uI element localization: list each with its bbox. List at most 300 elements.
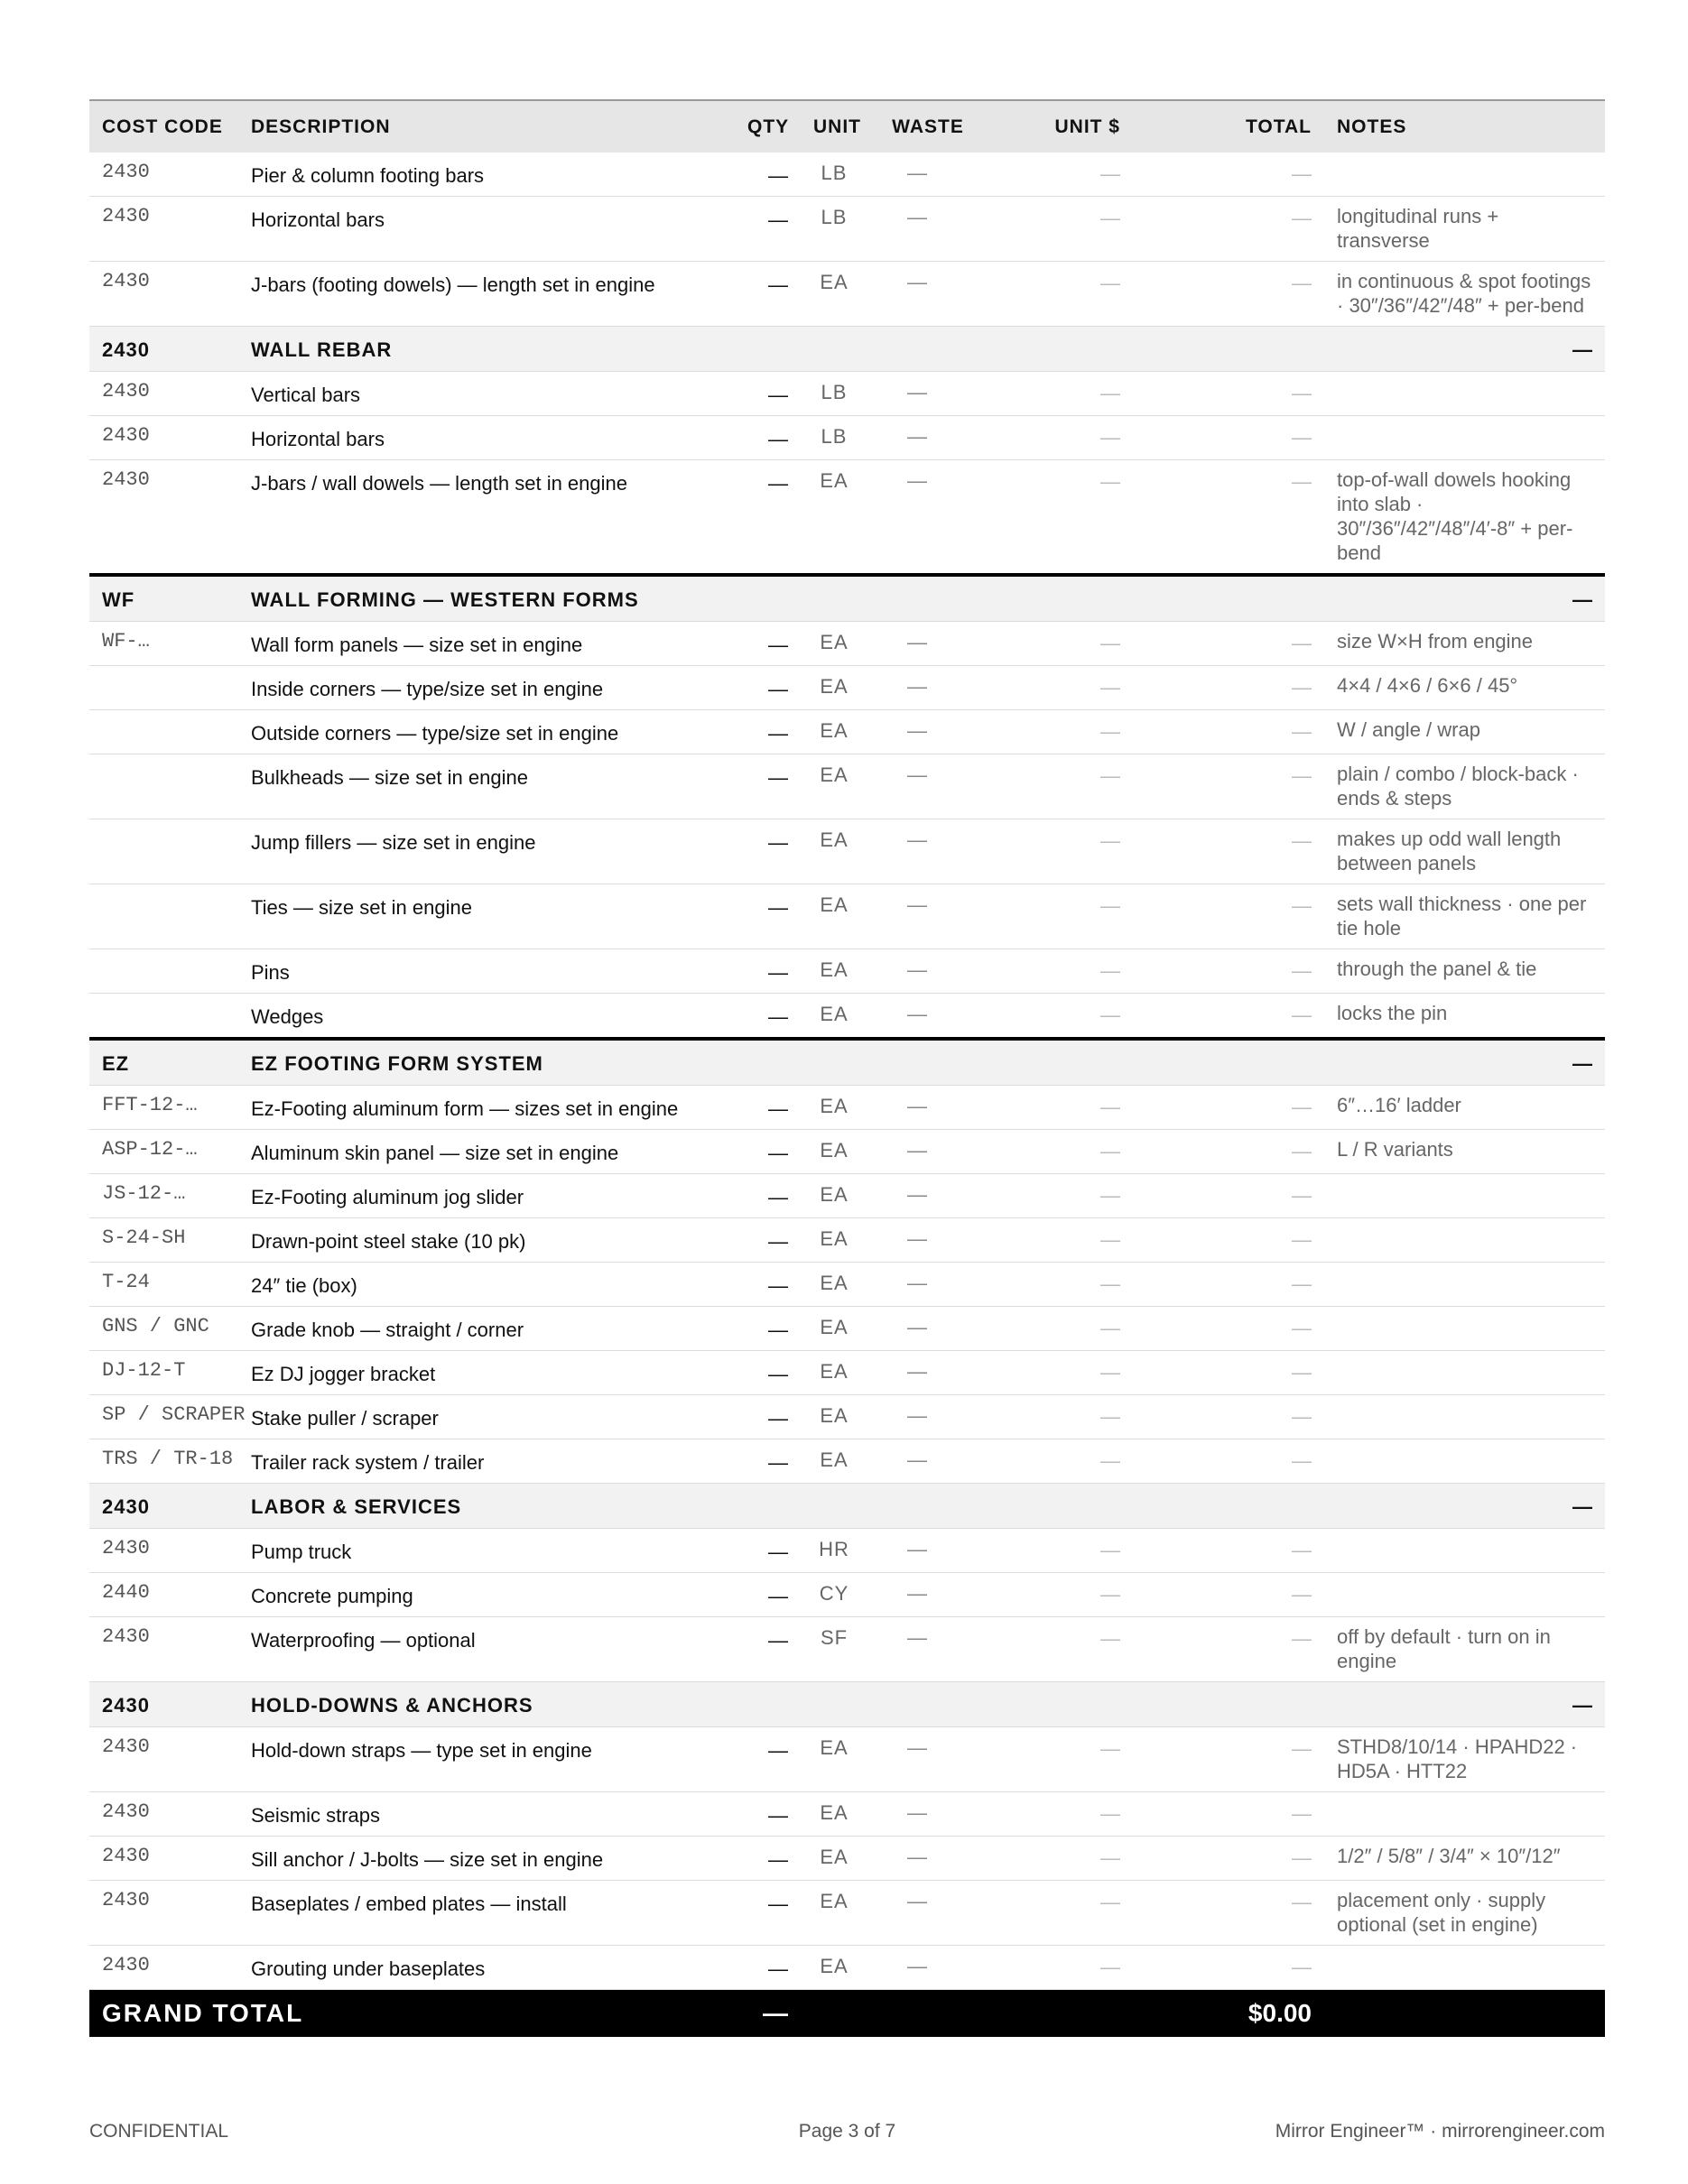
waste-cell: —	[867, 153, 988, 197]
waste-cell: —	[867, 622, 988, 666]
unit-price-cell: —	[988, 1130, 1156, 1174]
notes-cell: placement only · supply optional (set in engine)	[1324, 1881, 1605, 1946]
total-cell: —	[1156, 1263, 1324, 1307]
header-unit-price: UNIT $	[1054, 116, 1120, 137]
unit-cell: LB	[801, 372, 867, 416]
unit-price-cell: —	[988, 884, 1156, 949]
unit-cell: EA	[801, 994, 867, 1040]
qty-cell: —	[735, 666, 801, 710]
table-row	[89, 460, 1605, 576]
cost-code-cell: 2430	[89, 1881, 238, 1946]
table-row	[89, 262, 1605, 327]
unit-price-cell: —	[988, 622, 1156, 666]
table-row	[89, 666, 1605, 710]
waste-cell: —	[867, 1881, 988, 1946]
unit-cell: EA	[801, 949, 867, 994]
waste-cell: —	[867, 1617, 988, 1682]
table-row	[89, 819, 1605, 884]
notes-cell: plain / combo / block-back · ends & steps	[1324, 754, 1605, 819]
cost-code-cell	[89, 949, 238, 994]
description-cell: Ez DJ jogger bracket	[238, 1351, 735, 1395]
total-cell: —	[1156, 1881, 1324, 1946]
total-cell: —	[1156, 819, 1324, 884]
notes-cell	[1324, 1218, 1605, 1263]
table-row	[89, 1439, 1605, 1484]
total-cell: —	[1156, 1130, 1324, 1174]
description-cell: Horizontal bars	[238, 416, 735, 460]
waste-cell: —	[867, 1218, 988, 1263]
qty-cell: —	[735, 1881, 801, 1946]
description-cell: Wedges	[238, 994, 735, 1040]
description-cell: Pier & column footing bars	[238, 153, 735, 197]
total-cell: —	[1156, 666, 1324, 710]
total-cell: —	[1156, 1439, 1324, 1484]
unit-price-cell: —	[988, 666, 1156, 710]
section-total: —	[1324, 1484, 1605, 1529]
unit-cell: EA	[801, 262, 867, 327]
unit-price-cell: —	[988, 1573, 1156, 1617]
grand-total-qty: —	[735, 1990, 801, 2038]
total-cell: —	[1156, 197, 1324, 262]
unit-price-cell: —	[988, 1174, 1156, 1218]
total-cell: —	[1156, 1351, 1324, 1395]
table-row	[89, 1837, 1605, 1881]
cost-code-cell	[89, 754, 238, 819]
cost-code-cell	[89, 710, 238, 754]
notes-cell: 6″…16′ ladder	[1324, 1086, 1605, 1130]
notes-cell: sets wall thickness · one per tie hole	[1324, 884, 1605, 949]
notes-cell: top-of-wall dowels hooking into slab · 30″/36″/42″/48″/4′-8″ + per-bend	[1324, 460, 1605, 576]
description-cell: Horizontal bars	[238, 197, 735, 262]
qty-cell: —	[735, 1727, 801, 1792]
total-cell: —	[1156, 754, 1324, 819]
cost-code-cell: WF-…	[89, 622, 238, 666]
section-header-row	[89, 1484, 1605, 1529]
unit-cell: EA	[801, 710, 867, 754]
table-row	[89, 1529, 1605, 1573]
description-cell: Bulkheads — size set in engine	[238, 754, 735, 819]
unit-cell: EA	[801, 754, 867, 819]
section-title: EZ FOOTING FORM SYSTEM	[238, 1039, 1324, 1086]
description-cell: Waterproofing — optional	[238, 1617, 735, 1682]
table-row	[89, 197, 1605, 262]
cost-code-cell: 2430	[89, 1792, 238, 1837]
unit-price-cell: —	[988, 1946, 1156, 1990]
qty-cell: —	[735, 1573, 801, 1617]
unit-price-cell: —	[988, 1395, 1156, 1439]
section-title: WALL REBAR	[238, 327, 1324, 372]
section-code: 2430	[89, 1682, 238, 1727]
cost-code-cell	[89, 666, 238, 710]
waste-cell: —	[867, 372, 988, 416]
grand-total-label: GRAND TOTAL	[89, 1990, 735, 2038]
section-code: WF	[89, 575, 238, 622]
unit-price-cell: —	[988, 819, 1156, 884]
unit-price-cell: —	[988, 197, 1156, 262]
total-cell: —	[1156, 1573, 1324, 1617]
description-cell: Stake puller / scraper	[238, 1395, 735, 1439]
total-cell: —	[1156, 949, 1324, 994]
notes-cell	[1324, 1529, 1605, 1573]
waste-cell: —	[867, 262, 988, 327]
notes-cell: makes up odd wall length between panels	[1324, 819, 1605, 884]
grand-total-notes-spacer	[1324, 1990, 1605, 2038]
unit-price-cell: —	[988, 153, 1156, 197]
notes-cell: through the panel & tie	[1324, 949, 1605, 994]
unit-price-cell: —	[988, 1529, 1156, 1573]
unit-price-cell: —	[988, 416, 1156, 460]
cost-code-cell: 2430	[89, 153, 238, 197]
waste-cell: —	[867, 994, 988, 1040]
notes-cell: 1/2″ / 5/8″ / 3/4″ × 10″/12″	[1324, 1837, 1605, 1881]
unit-price-cell: —	[988, 949, 1156, 994]
notes-cell: 4×4 / 4×6 / 6×6 / 45°	[1324, 666, 1605, 710]
cost-code-cell: ASP-12-…	[89, 1130, 238, 1174]
total-cell: —	[1156, 1727, 1324, 1792]
qty-cell: —	[735, 1218, 801, 1263]
notes-cell	[1324, 1395, 1605, 1439]
table-row	[89, 1881, 1605, 1946]
notes-cell	[1324, 1351, 1605, 1395]
notes-cell: size W×H from engine	[1324, 622, 1605, 666]
section-title: WALL FORMING — WESTERN FORMS	[238, 575, 1324, 622]
notes-cell	[1324, 1263, 1605, 1307]
cost-code-cell: 2430	[89, 1946, 238, 1990]
description-cell: Drawn-point steel stake (10 pk)	[238, 1218, 735, 1263]
table-row	[89, 1573, 1605, 1617]
notes-cell: in continuous & spot footings · 30″/36″/42″/48″ + per-bend	[1324, 262, 1605, 327]
qty-cell: —	[735, 754, 801, 819]
description-cell: Seismic straps	[238, 1792, 735, 1837]
notes-cell	[1324, 1573, 1605, 1617]
description-cell: 24″ tie (box)	[238, 1263, 735, 1307]
notes-cell	[1324, 1307, 1605, 1351]
description-cell: Pump truck	[238, 1529, 735, 1573]
qty-cell: —	[735, 460, 801, 576]
unit-cell: EA	[801, 1351, 867, 1395]
unit-price-cell: —	[988, 1263, 1156, 1307]
qty-cell: —	[735, 1439, 801, 1484]
waste-cell: —	[867, 1086, 988, 1130]
unit-price-cell: —	[988, 1792, 1156, 1837]
description-cell: Aluminum skin panel — size set in engine	[238, 1130, 735, 1174]
qty-cell: —	[735, 1946, 801, 1990]
qty-cell: —	[735, 1395, 801, 1439]
unit-price-cell: —	[988, 1727, 1156, 1792]
description-cell: Trailer rack system / trailer	[238, 1439, 735, 1484]
unit-cell: LB	[801, 153, 867, 197]
notes-cell	[1324, 416, 1605, 460]
unit-cell: HR	[801, 1529, 867, 1573]
qty-cell: —	[735, 1307, 801, 1351]
qty-cell: —	[735, 1617, 801, 1682]
unit-cell: SF	[801, 1617, 867, 1682]
table-row	[89, 1130, 1605, 1174]
waste-cell: —	[867, 460, 988, 576]
qty-cell: —	[735, 622, 801, 666]
section-code: EZ	[89, 1039, 238, 1086]
cost-code-cell	[89, 884, 238, 949]
cost-code-cell: 2430	[89, 460, 238, 576]
qty-cell: —	[735, 1174, 801, 1218]
waste-cell: —	[867, 197, 988, 262]
total-cell: —	[1156, 460, 1324, 576]
unit-cell: EA	[801, 460, 867, 576]
unit-price-cell: —	[988, 994, 1156, 1040]
total-cell: —	[1156, 372, 1324, 416]
unit-cell: LB	[801, 416, 867, 460]
qty-cell: —	[735, 197, 801, 262]
section-total: —	[1324, 1039, 1605, 1086]
waste-cell: —	[867, 1351, 988, 1395]
unit-price-cell: —	[988, 1351, 1156, 1395]
unit-cell: EA	[801, 1837, 867, 1881]
unit-cell: EA	[801, 1727, 867, 1792]
header-cost-code: COST CODE	[102, 116, 223, 137]
notes-cell	[1324, 1439, 1605, 1484]
waste-cell: —	[867, 416, 988, 460]
cost-code-cell	[89, 819, 238, 884]
cost-code-cell: 2430	[89, 262, 238, 327]
description-cell: Ez-Footing aluminum jog slider	[238, 1174, 735, 1218]
table-row	[89, 1307, 1605, 1351]
notes-cell: STHD8/10/14 · HPAHD22 · HD5A · HTT22	[1324, 1727, 1605, 1792]
total-cell: —	[1156, 710, 1324, 754]
qty-cell: —	[735, 1263, 801, 1307]
total-cell: —	[1156, 1617, 1324, 1682]
cost-code-cell: JS-12-…	[89, 1174, 238, 1218]
unit-price-cell: —	[988, 460, 1156, 576]
cost-code-cell: 2430	[89, 1529, 238, 1573]
description-cell: Concrete pumping	[238, 1573, 735, 1617]
description-cell: Ez-Footing aluminum form — sizes set in engine	[238, 1086, 735, 1130]
qty-cell: —	[735, 416, 801, 460]
header-waste: WASTE	[892, 116, 964, 137]
waste-cell: —	[867, 949, 988, 994]
notes-cell: locks the pin	[1324, 994, 1605, 1040]
waste-cell: —	[867, 1727, 988, 1792]
waste-cell: —	[867, 1395, 988, 1439]
total-cell: —	[1156, 1946, 1324, 1990]
footer-brand: Mirror Engineer™ · mirrorengineer.com	[1275, 2121, 1605, 2142]
unit-cell: EA	[801, 1792, 867, 1837]
unit-price-cell: —	[988, 1837, 1156, 1881]
notes-cell	[1324, 1792, 1605, 1837]
cost-code-cell: 2440	[89, 1573, 238, 1617]
header-notes: NOTES	[1337, 116, 1407, 137]
section-total: —	[1324, 575, 1605, 622]
cost-code-cell: FFT-12-…	[89, 1086, 238, 1130]
total-cell: —	[1156, 153, 1324, 197]
section-header-row	[89, 575, 1605, 622]
table-row	[89, 1174, 1605, 1218]
unit-cell: EA	[801, 884, 867, 949]
cost-code-cell: TRS / TR-18	[89, 1439, 238, 1484]
qty-cell: —	[735, 710, 801, 754]
cost-code-cell: 2430	[89, 1837, 238, 1881]
table-row	[89, 1218, 1605, 1263]
total-cell: —	[1156, 994, 1324, 1040]
description-cell: Baseplates / embed plates — install	[238, 1881, 735, 1946]
unit-cell: EA	[801, 819, 867, 884]
qty-cell: —	[735, 1792, 801, 1837]
table-row	[89, 153, 1605, 197]
description-cell: Ties — size set in engine	[238, 884, 735, 949]
waste-cell: —	[867, 1439, 988, 1484]
unit-cell: EA	[801, 666, 867, 710]
description-cell: Vertical bars	[238, 372, 735, 416]
description-cell: Outside corners — type/size set in engine	[238, 710, 735, 754]
table-body	[89, 153, 1605, 1990]
cost-code-cell: S-24-SH	[89, 1218, 238, 1263]
description-cell: Sill anchor / J-bolts — size set in engine	[238, 1837, 735, 1881]
table-row	[89, 1263, 1605, 1307]
table-row	[89, 1792, 1605, 1837]
table-row	[89, 1086, 1605, 1130]
cost-code-cell: GNS / GNC	[89, 1307, 238, 1351]
table-row	[89, 1351, 1605, 1395]
section-code: 2430	[89, 1484, 238, 1529]
description-cell: Pins	[238, 949, 735, 994]
cost-code-cell	[89, 994, 238, 1040]
section-total: —	[1324, 1682, 1605, 1727]
total-cell: —	[1156, 622, 1324, 666]
cost-code-cell: DJ-12-T	[89, 1351, 238, 1395]
unit-price-cell: —	[988, 1439, 1156, 1484]
notes-cell: W / angle / wrap	[1324, 710, 1605, 754]
unit-price-cell: —	[988, 1307, 1156, 1351]
unit-cell: EA	[801, 1263, 867, 1307]
section-header-row	[89, 1682, 1605, 1727]
unit-cell: EA	[801, 1130, 867, 1174]
total-cell: —	[1156, 1529, 1324, 1573]
table-header-row	[89, 100, 1605, 153]
total-cell: —	[1156, 1174, 1324, 1218]
qty-cell: —	[735, 1351, 801, 1395]
waste-cell: —	[867, 819, 988, 884]
table-row	[89, 1395, 1605, 1439]
qty-cell: —	[735, 262, 801, 327]
header-unit: UNIT	[813, 116, 861, 137]
notes-cell: off by default · turn on in engine	[1324, 1617, 1605, 1682]
notes-cell: longitudinal runs + transverse	[1324, 197, 1605, 262]
table-row	[89, 754, 1605, 819]
description-cell: J-bars (footing dowels) — length set in engine	[238, 262, 735, 327]
qty-cell: —	[735, 994, 801, 1040]
page-footer	[89, 2121, 1605, 2148]
waste-cell: —	[867, 754, 988, 819]
total-cell: —	[1156, 1086, 1324, 1130]
estimate-sheet	[89, 99, 1605, 2037]
unit-price-cell: —	[988, 372, 1156, 416]
qty-cell: —	[735, 1130, 801, 1174]
cost-code-cell: 2430	[89, 372, 238, 416]
section-title: HOLD-DOWNS & ANCHORS	[238, 1682, 1324, 1727]
waste-cell: —	[867, 1946, 988, 1990]
cost-code-cell: 2430	[89, 1617, 238, 1682]
total-cell: —	[1156, 884, 1324, 949]
unit-price-cell: —	[988, 1218, 1156, 1263]
table-row	[89, 994, 1605, 1040]
table-row	[89, 710, 1605, 754]
unit-price-cell: —	[988, 1086, 1156, 1130]
unit-cell: EA	[801, 1307, 867, 1351]
waste-cell: —	[867, 666, 988, 710]
footer-confidential: CONFIDENTIAL	[89, 2121, 229, 2142]
grand-total-value: $0.00	[1156, 1990, 1324, 2038]
description-cell: Wall form panels — size set in engine	[238, 622, 735, 666]
waste-cell: —	[867, 1263, 988, 1307]
footer-page-number: Page 3 of 7	[798, 2121, 896, 2142]
total-cell: —	[1156, 1837, 1324, 1881]
total-cell: —	[1156, 1307, 1324, 1351]
unit-cell: CY	[801, 1573, 867, 1617]
section-header-row	[89, 327, 1605, 372]
waste-cell: —	[867, 1792, 988, 1837]
table-row	[89, 1727, 1605, 1792]
table-row	[89, 949, 1605, 994]
notes-cell	[1324, 1946, 1605, 1990]
cost-code-cell: SP / SCRAPER	[89, 1395, 238, 1439]
total-cell: —	[1156, 416, 1324, 460]
total-cell: —	[1156, 262, 1324, 327]
table-row	[89, 1617, 1605, 1682]
total-cell: —	[1156, 1218, 1324, 1263]
notes-cell	[1324, 1174, 1605, 1218]
unit-cell: EA	[801, 1881, 867, 1946]
description-cell: Jump fillers — size set in engine	[238, 819, 735, 884]
cost-code-cell: 2430	[89, 1727, 238, 1792]
table-row	[89, 1946, 1605, 1990]
waste-cell: —	[867, 1174, 988, 1218]
section-code: 2430	[89, 327, 238, 372]
qty-cell: —	[735, 1529, 801, 1573]
unit-price-cell: —	[988, 262, 1156, 327]
unit-cell: EA	[801, 1086, 867, 1130]
waste-cell: —	[867, 1529, 988, 1573]
cost-code-cell: 2430	[89, 197, 238, 262]
table-row	[89, 372, 1605, 416]
table-row	[89, 416, 1605, 460]
unit-cell: EA	[801, 622, 867, 666]
waste-cell: —	[867, 1307, 988, 1351]
waste-cell: —	[867, 710, 988, 754]
section-total: —	[1324, 327, 1605, 372]
description-cell: Grouting under baseplates	[238, 1946, 735, 1990]
grand-total-spacer	[801, 1990, 1156, 2038]
notes-cell	[1324, 153, 1605, 197]
header-description: DESCRIPTION	[251, 116, 391, 137]
unit-cell: LB	[801, 197, 867, 262]
description-cell: Inside corners — type/size set in engine	[238, 666, 735, 710]
cost-code-cell: T-24	[89, 1263, 238, 1307]
qty-cell: —	[735, 884, 801, 949]
unit-cell: EA	[801, 1218, 867, 1263]
unit-price-cell: —	[988, 1881, 1156, 1946]
waste-cell: —	[867, 1837, 988, 1881]
waste-cell: —	[867, 1130, 988, 1174]
qty-cell: —	[735, 949, 801, 994]
description-cell: Grade knob — straight / corner	[238, 1307, 735, 1351]
qty-cell: —	[735, 153, 801, 197]
qty-cell: —	[735, 819, 801, 884]
cost-code-cell: 2430	[89, 416, 238, 460]
unit-cell: EA	[801, 1395, 867, 1439]
table-row	[89, 622, 1605, 666]
table-row	[89, 884, 1605, 949]
notes-cell	[1324, 372, 1605, 416]
description-cell: J-bars / wall dowels — length set in engine	[238, 460, 735, 576]
